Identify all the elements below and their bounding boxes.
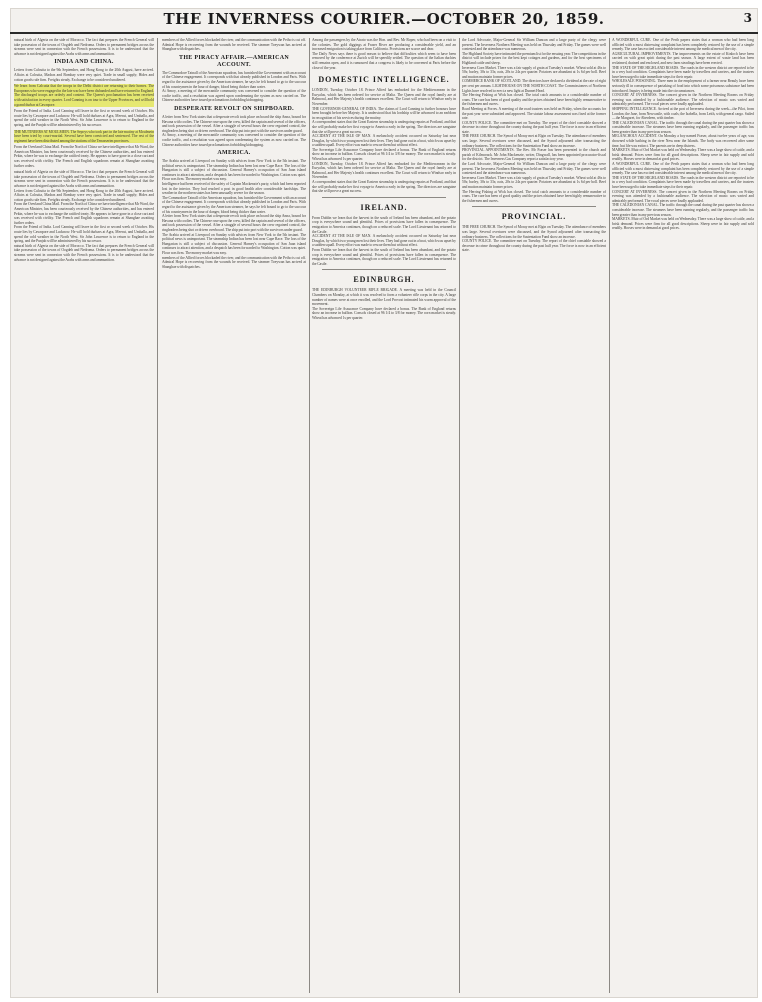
article-text: the Lord Advocate, Major-General Sir William Duncan and a large party of the clergy were present. The Inverness Northern Meeting was held on Thursday and Friday. The games were well contested and the attendance was numerous. bbox=[462, 38, 606, 52]
section-heading: PROVINCIAL. bbox=[501, 212, 567, 222]
article-text: Intelligence had been received of the safety of Captain Mackenzie's party, which had been reported lost in the interior. They had reached a post in good health after considerable hardships. The weather in the northern states has been unusually severe for the season. bbox=[162, 182, 306, 196]
column-rule bbox=[157, 38, 158, 993]
masthead-title: THE INVERNESS COURIER.—OCTOBER 20, 1859. bbox=[163, 10, 605, 28]
column-4 bbox=[462, 38, 606, 993]
section-heading: DESPERATE REVOLT ON SHIPBOARD. bbox=[174, 105, 294, 112]
article-text: CONCERT AT INVERNESS. The concert given in the Northern Meeting Rooms on Friday evening was attended by a fashionable audience. The selection of music was varied and admirably performed. The vocal pieces were loudly applauded. bbox=[612, 189, 754, 203]
section-heading: AMERICA. bbox=[217, 150, 251, 157]
article-text: CONCERT AT INVERNESS. The concert given in the Northern Meeting Rooms on Friday evening was attended by a fashionable audience. The selection of music was varied and admirably performed. The vocal pieces were loudly applauded. bbox=[612, 93, 754, 107]
article-text: Among the passengers by the Atrato was the Hon. and Rev. Mr Roper, who had been on a visit to the colonies. The gold diggings at Fraser River are producing a considerable yield, and an increased emigration is taking place from California. Provisions are scarce and dear. bbox=[312, 38, 456, 52]
article-text: COMMERCE BANK OF SCOTLAND. The directors have declared a dividend at the rate of eight per cent per annum. LIGHTHOUSE ON THE NORTH COAST. The Commissioners of Northern Lights have resolved to erect a new light at Dunnet Head. bbox=[462, 79, 606, 93]
article-text: THE EDINBURGH VOLUNTEER RIFLE BRIGADE. A meeting was held in the Council Chambers on Monday, at which it was resolved to form a volunteer rifle corps in the city. A large number of names were at once enrolled, and the Lord Provost intimated his warm approval of the movement. bbox=[312, 288, 456, 307]
article-text: COUNTY POLICE. The committee met on Tuesday. The report of the chief constable showed a decrease in crime throughout the county during the past half year. The force is now in an efficient state. bbox=[462, 120, 606, 134]
article-text: The Herring Fishing at Wick has closed. The total catch amounts to a considerable number of crans. The cure has been of good quality and the prices obtained have been highly remunerative to the fishermen and curers. bbox=[462, 93, 606, 107]
article-text: THE FREE CHURCH. The Synod of Moray met at Elgin on Tuesday. The attendance of members was large. Several overtures were discussed, and the Synod adjourned after transacting the ordinary business. The collections for the Sustentation Fund show an increase. bbox=[462, 134, 606, 148]
article-text: From the Overland China Mail. From the North of China we have intelligence that Mr Ward, the American Minister, has been courteously received by the Chinese authorities, and has entered Pekin, where he was to exchange the ratified treaty. He appears to have gone in a close cart and was received with civility. The French and English squadrons remain at Shanghae awaiting further orders. bbox=[14, 202, 154, 225]
article-text: From the Overland China Mail. From the North of China we have intelligence that Mr Ward, the American Minister, has been courteously received by the Chinese authorities, and has entered Pekin, where he was to exchange the ratified treaty. He appears to have gone in a close cart and was received with civility. The French and English squadrons remain at Shanghae awaiting further orders. bbox=[14, 145, 154, 168]
article-text: From Dublin we learn that the harvest in the south of Ireland has been abundant, and the potato crop is everywhere sound and plentiful. Prices of provisions have fallen in consequence. The emigration to America continues, though on a reduced scale. The Lord Lieutenant has returned to the Castle. bbox=[312, 215, 456, 234]
article-text: A correspondent states that the Great Eastern steamship is undergoing repairs at Portland, and that she will probably make her first voyage to America early in the spring. The directors are sanguine that she will prove a great success. bbox=[312, 180, 456, 194]
article-text: THE STATE OF THE HIGHLAND ROADS. The roads in the western district are reported to be in a very bad condition. Complaints have been made by travellers and carriers, and the trustees have been urged to take immediate steps for their repair. bbox=[612, 175, 754, 189]
article-text: natural birth of Algeria on the side of Morocco. The fact that prepares the French General will take possession of the towns of Oogdeh and Nedroma. Orders to permanent bridges across the streams were sent in connexion with the French possessions. It is to be understood that the advance is not designed against the Arabs with arms and ammunition. bbox=[14, 243, 154, 262]
article-text: The Sovereign Life Assurance Company have declared a bonus. The Bank of England returns show an increase in bullion. Consols closed at 96 1/4 to 3/8 for money. The corn market is steady. Wheat has advanced 1s per quarter. bbox=[312, 147, 456, 162]
divider bbox=[322, 269, 446, 270]
highlighted-article-text: THE MUTINEERS AT MOULMEIN. The Sepoys who took part in the late mutiny at Moulmein have been tried by court-martial. Several have been convicted and sentenced. The rest of the regiment have been distributed among the stations of the Tenasserim provinces. bbox=[14, 129, 154, 143]
divider bbox=[472, 206, 596, 207]
section-heading: IRELAND. bbox=[360, 202, 408, 212]
newspaper-page bbox=[10, 8, 758, 998]
article-text: A correspondent states that the Great Eastern steamship is undergoing repairs at Portland, and that she will probably make her first voyage to America early in the spring. The directors are sanguine that she will prove a great success. bbox=[312, 120, 456, 134]
article-text: From Dublin we learn that the harvest in the south of Ireland has been abundant, and the potato crop is everywhere sound and plentiful. Prices of provisions have fallen in consequence. The emigration to America continues, though on a reduced scale. The Lord Lieutenant has returned to the Castle. bbox=[312, 247, 456, 266]
article-text: The Sovereign Life Assurance Company have declared a bonus. The Bank of England returns show an increase in bullion. Consols closed at 96 1/4 to 3/8 for money. The corn market is steady. Wheat has advanced 1s per quarter. bbox=[312, 306, 456, 320]
article-text: LONDON, Tuesday, October 18. Prince Alfred has embarked for the Mediterranean in the Euryalus, which has been ordered for service at Malta. The Queen and the royal family are at Balmoral, and Her Majesty's health continues excellent. The Court will return to Windsor early in November. bbox=[312, 161, 456, 180]
article-text: Inverness Corn Market. There was a fair supply of grain at Tuesday's market. Wheat sold at 46s to 50s; barley, 30s to 33s; oats, 20s to 24s per quarter. Potatoes are abundant at 1s 6d per boll. Beef and mutton maintain former prices. bbox=[462, 65, 606, 79]
article-text: THE FREE CHURCH. The Synod of Moray met at Elgin on Tuesday. The attendance of members was large. Several overtures were discussed, and the Synod adjourned after transacting the ordinary business. The collections for the Sustentation Fund show an increase. bbox=[462, 225, 606, 239]
article-text: A WONDERFUL CURE. One of the Perth papers states that a woman who had been long afflicted with a most distressing complaint has been completely restored by the use of a simple remedy. The case has excited considerable interest among the medical men of the city. bbox=[612, 162, 754, 176]
article-text: From the Friend of India. Lord Canning will leave in the first or second week of October. His route lies by Cawnpore and Lucknow. He will hold durbars at Agra, Meerut, and Umballa, and spend the cold weather in the North West. Sir John Lawrence is to return to England in the spring, and the Punjab will be administered by his successor. bbox=[14, 225, 154, 244]
article-text: A WONDERFUL CURE. One of the Perth papers states that a woman who had been long afflicted with a most distressing complaint has been completely restored by the use of a simple remedy. The case has excited considerable interest among the medical men of the city. bbox=[612, 38, 754, 52]
article-text: natural birth of Algeria on the side of Morocco. The fact that prepares the French General will take possession of the towns of Oogdeh and Nedroma. Orders to permanent bridges across the streams were sent in connexion with the French possessions. It is to be understood that the advance is not designed against the Arabs with arms and ammunition. bbox=[14, 38, 154, 56]
article-text: The Daily News says there is good reason to believe that difficulties which seem to have been removed by the conference at Zurich will be speedily settled. The question of the Italian duchies still remains open, and it is rumoured that a congress is likely to be convened at Paris before the close of the year. bbox=[312, 51, 456, 70]
article-text: Letters from Calcutta to the 9th September, and Hong Kong to the 20th August, have arrived. Affairs at Calcutta, Madras and Bombay were very quiet. Trade in small supply; Hides and cotton goods rule firm. Freights steady. Exchange to be considered unaltered. bbox=[14, 188, 154, 202]
article-text: The Commodore Tatnall of the American squadron, has furnished the Government with an account of the Chinese engagement. It corresponds with that already published in London and Paris. With regard to the assistance given by the American steamer, he says he felt bound to go to the succour of his countrymen in the hour of danger, blood being thicker than water. bbox=[162, 195, 306, 214]
article-text: MARKETS. Muir of Ord Market was held on Wednesday. There was a large show of cattle, and a brisk demand. Prices were firm for all good descriptions. Sheep were in fair supply and sold readily. Horses were in demand at good prices. bbox=[612, 148, 754, 162]
article-text: From the Friend of India. Lord Canning will leave in the first or second week of October. His route lies by Cawnpore and Lucknow. He will hold durbars at Agra, Meerut, and Umballa, and spend the cold weather in the North West. Sir John Lawrence is to return to England in the spring, and the Punjab will be administered by his successor. bbox=[14, 109, 154, 127]
divider bbox=[322, 197, 446, 198]
article-text: Inverness Corn Market. There was a fair supply of grain at Tuesday's market. Wheat sold at 46s to 50s; barley, 30s to 33s; oats, 20s to 24s per quarter. Potatoes are abundant at 1s 6d per boll. Beef and mutton maintain former prices. bbox=[462, 175, 606, 189]
article-text: THE STATE OF THE HIGHLAND ROADS. The roads in the western district are reported to be in a very bad condition. Complaints have been made by travellers and carriers, and the trustees have been urged to take immediate steps for their repair. bbox=[612, 65, 754, 79]
article-text: The Highland Society have intimated the premium list for the ensuing year. The competitions in the district will include prizes for the best kept cottages and gardens, and for the best specimens of Highland cattle and sheep. bbox=[462, 51, 606, 65]
article-text: COUNTY POLICE. The committee met on Tuesday. The report of the chief constable showed a decrease in crime throughout the county during the past half year. The force is now in an efficient state. bbox=[462, 239, 606, 253]
article-text: members of the Allied forces blockaded the river, and the communication with the Peiho is cut off. Admiral Hope is recovering from the wounds he received. The steamer Toeywan has arrived at Shanghae with dispatches. bbox=[162, 255, 306, 269]
article-text: At Amoy, a meeting of the mercantile community was convened to consider the question of the coolie traffic, and a resolution was agreed upon condemning the system as now carried on. The Chinese authorities have issued proclamations forbidding kidnapping. bbox=[162, 133, 306, 147]
article-text: THE CALEDONIAN CANAL. The traffic through the canal during the past quarter has shown a considerable increase. The steamers have been running regularly, and the passenger traffic has been greater than in any previous season. bbox=[612, 120, 754, 134]
article-text: LONDON, Tuesday, October 18. Prince Alfred has embarked for the Mediterranean in the Euryalus, which has been ordered for service at Malta. The Queen and the royal family are at Balmoral, and Her Majesty's health continues excellent. The Court will return to Windsor early in November. bbox=[312, 88, 456, 106]
section-heading: DOMESTIC INTELLIGENCE. bbox=[318, 75, 450, 85]
section-heading: INDIA AND CHINA. bbox=[54, 59, 114, 66]
column-3 bbox=[312, 38, 456, 993]
masthead bbox=[10, 8, 758, 34]
article-text: natural birth of Algeria on the side of Morocco. The fact that prepares the French General will take possession of the towns of Oogdeh and Nedroma. Orders to permanent bridges across the streams were sent in connexion with the French possessions. It is to be understood that the advance is not designed against the Arabs with arms and ammunition. bbox=[14, 170, 154, 189]
article-text: Road Meeting at Forres. A meeting of the road trustees was held on Friday, when the accounts for the past year were submitted and approved. The statute labour assessment was fixed at the former rate. bbox=[462, 106, 606, 121]
column-2 bbox=[162, 38, 306, 993]
highlighted-article-text: We learn from Calcutta that the troops in the Delhi district are returning to their homes. The Europeans who were engaged in the late war have been disbanded and have returned to England. The discharged troops are orderly and content. The Queen's proclamation has been received with satisfaction in every quarter. Lord Canning is on tour to the Upper Provinces, and will hold a grand durbar at Cawnpore. bbox=[14, 84, 154, 107]
article-text: the Lord Advocate, Major-General Sir William Duncan and a large party of the clergy were present. The Inverness Northern Meeting was held on Thursday and Friday. The games were well contested and the attendance was numerous. bbox=[462, 162, 606, 176]
article-text: A letter from New York states that a desperate revolt took place on board the ship Anna, bound for Havana with coolies. The Chinese rose upon the crew, killed the captain and several of the officers, and took possession of the vessel. After a struggle of several hours the crew regained control, the ringleaders being shot or driven overboard. The ship put into port with the survivors under guard. bbox=[162, 114, 306, 133]
article-text: members of the Allied forces blockaded the river, and the communication with the Peiho is cut off. Admiral Hope is recovering from the wounds he received. The steamer Toeywan has arrived at Shanghae with dispatches. bbox=[162, 38, 306, 52]
article-text: The Arabia arrived at Liverpool on Sunday with advices from New York to the 5th instant. The political news is unimportant. The steamship Indian has been lost near Cape Race. The loss of the Hungarian is still a subject of discussion. General Harney's occupation of San Juan island continues to attract attention, and a despatch has been forwarded to Washington. Cotton was quiet. Flour was firm. The money market was easy. bbox=[162, 159, 306, 182]
column-rule bbox=[309, 38, 310, 993]
article-text: ACCIDENT AT THE ISLE OF MAN. A melancholy accident occurred on Saturday last near Douglas, by which two young men lost their lives. They had gone out in a boat, which was upset by a sudden squall. Every effort was made to rescue them but without effect. bbox=[312, 234, 456, 248]
article-text: A letter from New York states that a desperate revolt took place on board the ship Anna, bound for Havana with coolies. The Chinese rose upon the crew, killed the captain and several of the officers, and took possession of the vessel. After a struggle of several hours the crew regained control, the ringleaders being shot or driven overboard. The ship put into port with the survivors under guard. bbox=[162, 214, 306, 232]
section-heading: THE PIRACY AFFAIR.—AMERICAN ACCOUNT. bbox=[179, 54, 289, 68]
article-text: WHOLESALE POISONING. Three men in the employment of a farmer near Beauly have been seriously ill in consequence of partaking of food into which some poisonous substance had been introduced. Inquiry is being made into the circumstances. bbox=[612, 79, 754, 93]
article-text: The Commodore Tatnall of the American squadron, has furnished the Government with an account of the Chinese engagement. It corresponds with that already published in London and Paris. With regard to the assistance given by the American steamer, he says he felt bound to go to the succour of his countrymen in the hour of danger, blood being thicker than water. bbox=[162, 70, 306, 89]
article-text: AGRICULTURAL IMPROVEMENTS. The improvements on the estate of Kinloch have been carried on with great spirit during the past season. A large extent of waste land has been reclaimed, drained and enclosed, and new farm steadings have been erected. bbox=[612, 51, 754, 65]
article-text: MELANCHOLY ACCIDENT. On Monday a boy named Fraser, about twelve years of age, was drowned while bathing in the river Ness near the Islands. The body was recovered after some time, but life was extinct. The parents are in deep distress. bbox=[612, 134, 754, 148]
article-text: PROVINCIAL APPOINTMENTS. The Rev. Mr Fraser has been presented to the church and parish of Kilmorack. Mr John Mackenzie, writer, Dingwall, has been appointed procurator-fiscal for the district. The Inverness Gas Company report a satisfactory year. bbox=[462, 148, 606, 162]
column-5 bbox=[612, 38, 754, 993]
article-text: The Herring Fishing at Wick has closed. The total catch amounts to a considerable number of crans. The cure has been of good quality and the prices obtained have been highly remunerative to the fishermen and curers. bbox=[462, 189, 606, 203]
article-text: MARKETS. Muir of Ord Market was held on Wednesday. There was a large show of cattle, and a brisk demand. Prices were firm for all good descriptions. Sheep were in fair supply and sold readily. Horses were in demand at good prices. bbox=[612, 217, 754, 231]
section-heading: EDINBURGH. bbox=[353, 275, 415, 285]
column-1 bbox=[14, 38, 154, 993]
article-text: The Arabia arrived at Liverpool on Sunday with advices from New York to the 5th instant. The political news is unimportant. The steamship Indian has been lost near Cape Race. The loss of the Hungarian is still a subject of discussion. General Harney's occupation of San Juan island continues to attract attention, and a despatch has been forwarded to Washington. Cotton was quiet. Flour was firm. The money market was easy. bbox=[162, 232, 306, 255]
article-text: THE GOVERNOR-GENERAL OF INDIA. The claims of Lord Canning to further honours have been brought before her Majesty. It is understood that his lordship will be advanced to an earldom in recognition of his services during the mutiny. bbox=[312, 106, 456, 120]
page-number: 3 bbox=[743, 11, 752, 25]
column-rule bbox=[609, 38, 610, 993]
column-rule bbox=[459, 38, 460, 993]
article-text: THE CALEDONIAN CANAL. The traffic through the canal during the past quarter has shown a considerable increase. The steamers have been running regularly, and the passenger traffic has been greater than in any previous season. bbox=[612, 203, 754, 217]
article-text: At Amoy, a meeting of the mercantile community was convened to consider the question of the coolie traffic, and a resolution was agreed upon condemning the system as now carried on. The Chinese authorities have issued proclamations forbidding kidnapping. bbox=[162, 89, 306, 103]
article-text: Letters from Calcutta to the 9th September, and Hong Kong to the 20th August, have arrived. Affairs at Calcutta, Madras and Bombay were very quiet. Trade in small supply; Hides and cotton goods rule firm. Freights steady. Exchange to be considered unaltered. bbox=[14, 68, 154, 82]
article-text: ACCIDENT AT THE ISLE OF MAN. A melancholy accident occurred on Saturday last near Douglas, by which two young men lost their lives. They had gone out in a boat, which was upset by a sudden squall. Every effort was made to rescue them but without effect. bbox=[312, 134, 456, 148]
article-text: SHIPPING INTELLIGENCE. Arrived at the port of Inverness during the week—the Pilot, from London; the Jane, from Newcastle, with coals; the Isabella, from Leith, with general cargo. Sailed—the Margaret, for Aberdeen, with timber. bbox=[612, 106, 754, 121]
